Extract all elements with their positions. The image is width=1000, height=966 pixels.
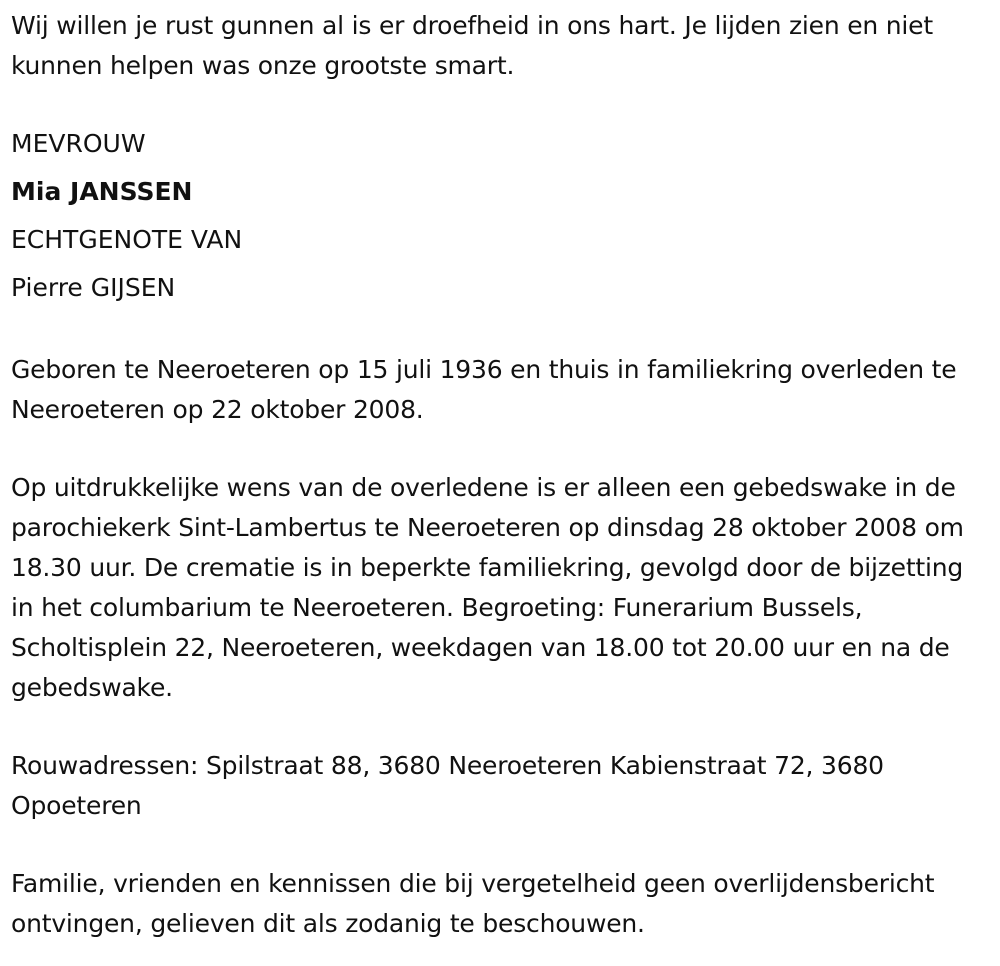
spouse-name: Pierre GIJSEN	[11, 273, 176, 302]
spacer	[11, 86, 990, 124]
ceremony-paragraph: Op uitdrukkelijke wens van de overledene is er alleen een gebedswake in de parochiekerk Sint-Lambertus te Neeroeteren op dinsdag 28 oktober 2008 om 18.30 uur. De crematie is in beperkte familiekring, gevolgd door de bijzetting in het columbarium te Neeroeteren. Begroeting: Funerarium Bussels, Scholtisplein 22, Neeroeteren, weekdagen van 18.00 tot 20.00 uur en na de gebedswake.	[11, 473, 964, 702]
spacer	[11, 708, 990, 746]
birth-death-paragraph: Geboren te Neeroeteren op 15 juli 1936 en thuis in familiekring overleden te Neeroeteren op 22 oktober 2008.	[11, 355, 957, 424]
spacer	[11, 826, 990, 864]
spacer	[11, 312, 990, 350]
title-prefix: MEVROUW	[11, 129, 146, 158]
closing-paragraph: Familie, vrienden en kennissen die bij vergetelheid geen overlijdensbericht ontvingen, gelieven dit als zodanig te beschouwen.	[11, 869, 935, 938]
deceased-name: Mia JANSSEN	[11, 177, 193, 206]
addresses-paragraph: Rouwadressen: Spilstraat 88, 3680 Neeroeteren Kabienstraat 72, 3680 Opoeteren	[11, 751, 884, 820]
name-block	[11, 120, 990, 312]
spacer	[11, 430, 990, 468]
relation-label: ECHTGENOTE VAN	[11, 225, 243, 254]
intro-paragraph: Wij willen je rust gunnen al is er droefheid in ons hart. Je lijden zien en niet kunnen helpen was onze grootste smart.	[11, 11, 933, 80]
